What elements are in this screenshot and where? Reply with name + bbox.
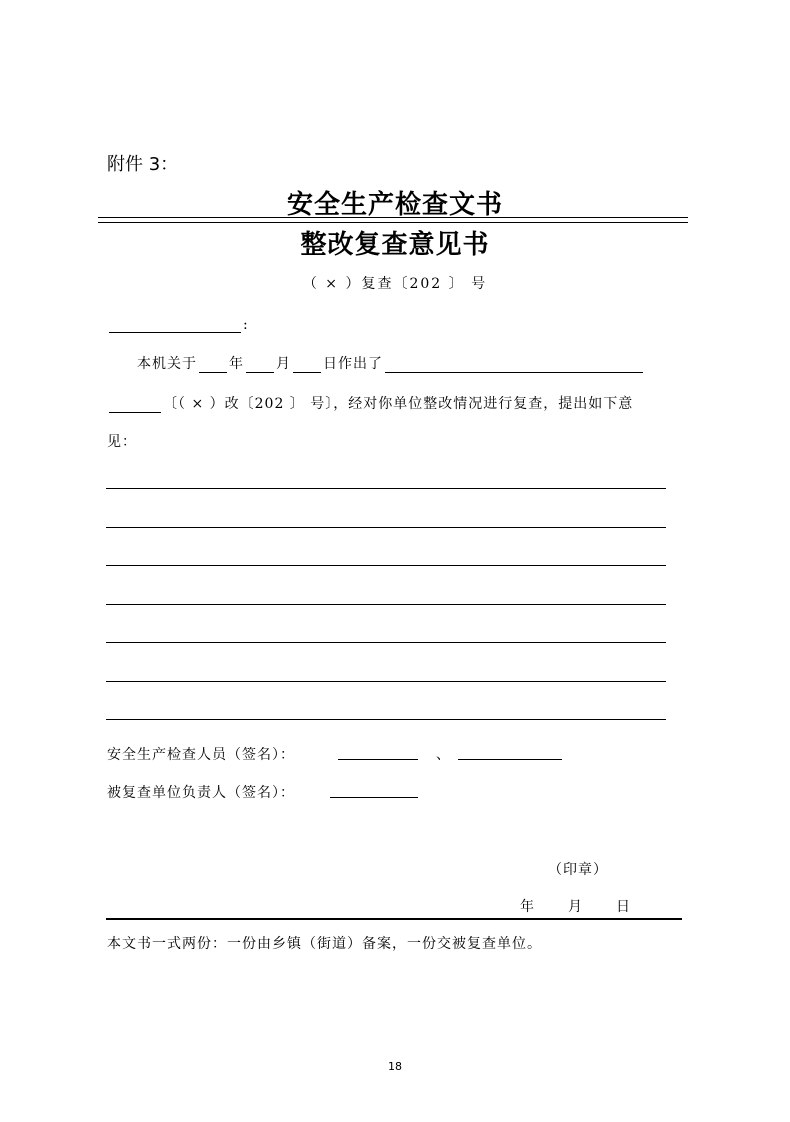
date-year-label: 年	[520, 899, 535, 915]
year-field[interactable]	[199, 356, 227, 373]
title-rule-bottom	[98, 222, 688, 223]
paragraph-2	[107, 393, 633, 413]
addressee-colon: :	[243, 317, 249, 333]
opinion-line-4[interactable]	[106, 604, 666, 605]
day-field[interactable]	[293, 356, 321, 373]
para1-day-made: 日作出了	[323, 356, 383, 372]
addressee-row	[107, 316, 249, 333]
document-title-line2: 整改复查意见书	[300, 230, 490, 260]
opinion-line-1[interactable]	[106, 488, 666, 489]
opinion-line-7[interactable]	[106, 719, 666, 720]
seal-label: （印章）	[548, 862, 608, 878]
attachment-label: 附件 3：	[107, 154, 179, 175]
date-month-label: 月	[568, 899, 583, 915]
title-rule-top	[98, 217, 688, 218]
decision-field[interactable]	[385, 356, 643, 373]
document-title-line1: 安全生产检查文书	[286, 190, 503, 220]
opinion-line-3[interactable]	[106, 565, 666, 566]
date-day-label: 日	[616, 899, 631, 915]
inspector-signature-label: 安全生产检查人员（签名）：	[107, 747, 295, 763]
opinion-line-6[interactable]	[106, 681, 666, 682]
para1-month: 月	[276, 356, 291, 372]
month-field[interactable]	[246, 356, 274, 373]
paragraph-2-continuation: 见：	[107, 434, 137, 450]
opinion-line-5[interactable]	[106, 642, 666, 643]
inspector-signature-field-2[interactable]	[458, 759, 562, 760]
para2-text: 〔（ × ）改〔202 〕 号〕，经对你单位整改情况进行复查，提出如下意	[163, 396, 634, 412]
responsible-signature-field[interactable]	[330, 797, 418, 798]
para1-prefix: 本机关于	[137, 356, 197, 372]
inspector-separator: 、	[436, 747, 451, 763]
paragraph-1	[137, 353, 645, 373]
opinion-line-2[interactable]	[106, 527, 666, 528]
footnote: 本文书一式两份：一份由乡镇（街道）备案，一份交被复查单位。	[107, 936, 542, 952]
footer-rule	[106, 918, 682, 920]
responsible-signature-label: 被复查单位负责人（签名）：	[107, 785, 295, 801]
para1-year: 年	[229, 356, 244, 372]
page-number: 18	[388, 1060, 402, 1073]
decision-number-field[interactable]	[109, 396, 161, 413]
addressee-field[interactable]	[109, 316, 241, 333]
inspector-signature-field-1[interactable]	[338, 759, 418, 760]
document-number: （ × ）复查〔202 〕 号	[302, 276, 488, 292]
